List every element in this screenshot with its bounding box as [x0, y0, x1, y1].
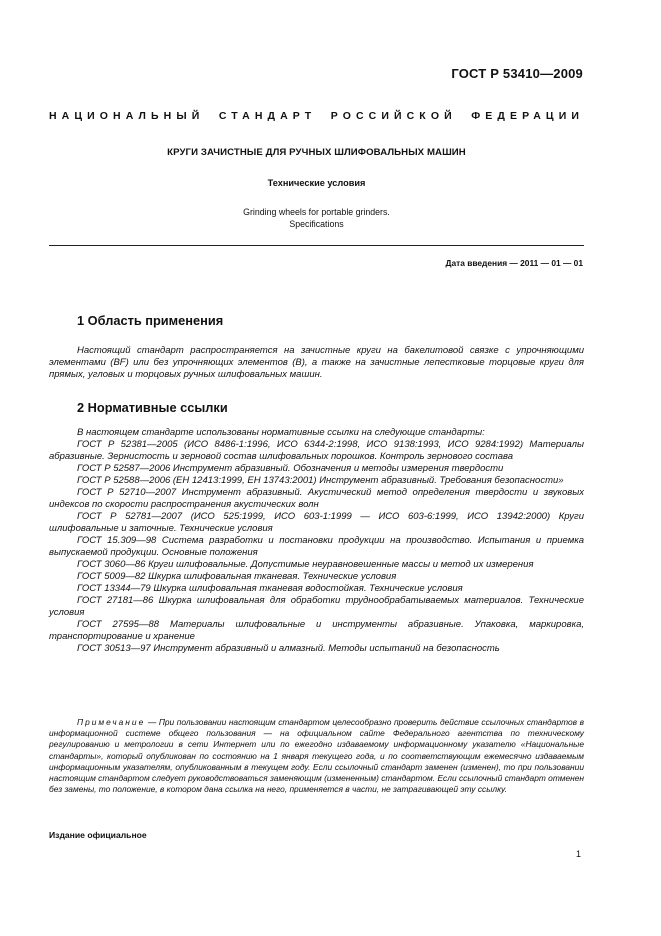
- note-text: — При пользовании настоящим стандартом целесообразно проверить действие ссылочных стандартов в информационной системе общего пользования — на официальном сайте Федерального агентства по техническому регулированию и метрологии в сети Интернет или по ежегодно издаваемому информационному указателю «Национальные стандарты», который опубликован по состоянию на 1 января текущего года, и по соответствующим ежемесячно издаваемым информационным указателям, опубликованным в текущем году. Если ссылочный стандарт заменен (изменен), то при пользовании настоящим стандартом следует руководствоваться заменяющим (измененным) стандартом. Если ссылочный стандарт отменен без замены, то положение, в котором дана ссылка на него, применяется в части, не затрагивающей эту ссылку.: [49, 717, 584, 795]
- national-standard-band: [49, 110, 584, 122]
- band-word: РОССИЙСКОЙ: [330, 110, 457, 122]
- reference-item: ГОСТ 27181—86 Шкурка шлифовальная для обработки труднообрабатываемых материалов. Технические условия: [49, 595, 584, 618]
- reference-item: ГОСТ Р 52710—2007 Инструмент абразивный. Акустический метод определения твердости и звуковых индексов по скорости распространения акустических волн: [49, 487, 584, 510]
- english-title: [49, 206, 584, 230]
- document-subtitle: Технические условия: [267, 178, 366, 188]
- paragraph: Настоящий стандарт распространяется на зачистные круги на бакелитовой связке с упрочняющими элементами (BF) или без упрочняющих элементов (B), а также на зачистные лепестковые торцовые круги для прямых, угловых и торцовых ручных шлифовальных машин.: [49, 345, 584, 380]
- section-scope-body: [49, 345, 584, 381]
- page-number: 1: [575, 849, 581, 859]
- reference-item: ГОСТ 27595—88 Материалы шлифовальные и инструменты абразивные. Упаковка, маркировка, транспортирование и хранение: [49, 619, 584, 642]
- introduction-date: Дата введения — 2011 — 01 — 01: [445, 258, 583, 268]
- document-code: ГОСТ Р 53410—2009: [451, 66, 583, 81]
- band-word: НАЦИОНАЛЬНЫЙ: [49, 110, 205, 122]
- reference-item: ГОСТ 15.309—98 Система разработки и постановки продукции на производство. Испытания и приемка выпускаемой продукции. Основные положения: [49, 535, 584, 558]
- paragraph: В настоящем стандарте использованы нормативные ссылки на следующие стандарты:: [77, 427, 485, 438]
- title-divider: [49, 245, 584, 246]
- reference-item: ГОСТ Р 52781—2007 (ИСО 525:1999, ИСО 603-1:1999 — ИСО 603-6:1999, ИСО 13942:2000) Круги шлифовальные и заточные. Технические условия: [49, 511, 584, 534]
- note-paragraph: [49, 717, 584, 795]
- reference-item: ГОСТ 3060—86 Круги шлифовальные. Допустимые неуравновешенные массы и метод их измерения: [77, 559, 534, 570]
- reference-item: ГОСТ 13344—79 Шкурка шлифовальная тканевая водостойкая. Технические условия: [77, 583, 463, 594]
- note-label: Примечание: [77, 717, 146, 727]
- section-references-body: [49, 427, 584, 655]
- section-heading-references: 2 Нормативные ссылки: [77, 400, 228, 415]
- band-word: ФЕДЕРАЦИИ: [471, 110, 584, 122]
- band-word: СТАНДАРТ: [218, 110, 317, 122]
- reference-item: ГОСТ Р 52588—2006 (ЕН 12413:1999, ЕН 13743:2001) Инструмент абразивный. Требования безопасности»: [77, 475, 564, 486]
- note-block: [49, 717, 584, 795]
- section-heading-scope: 1 Область применения: [77, 313, 224, 328]
- reference-item: ГОСТ 5009—82 Шкурка шлифовальная тканевая. Технические условия: [77, 571, 397, 582]
- english-title-line: Specifications: [289, 219, 344, 229]
- official-edition-label: Издание официальное: [49, 830, 147, 840]
- reference-item: ГОСТ 30513—97 Инструмент абразивный и алмазный. Методы испытаний на безопасность: [77, 643, 500, 654]
- reference-item: ГОСТ Р 52381—2005 (ИСО 8486-1:1996, ИСО 6344-2:1998, ИСО 9138:1993, ИСО 9284:1992) Материалы абразивные. Зернистость и зерновой состав шлифовальных порошков. Контроль зернового состава: [49, 439, 584, 462]
- reference-item: ГОСТ Р 52587—2006 Инструмент абразивный. Обозначения и методы измерения твердости: [77, 463, 504, 474]
- document-title: КРУГИ ЗАЧИСТНЫЕ ДЛЯ РУЧНЫХ ШЛИФОВАЛЬНЫХ МАШИН: [167, 147, 466, 158]
- english-title-line: Grinding wheels for portable grinders.: [243, 207, 390, 217]
